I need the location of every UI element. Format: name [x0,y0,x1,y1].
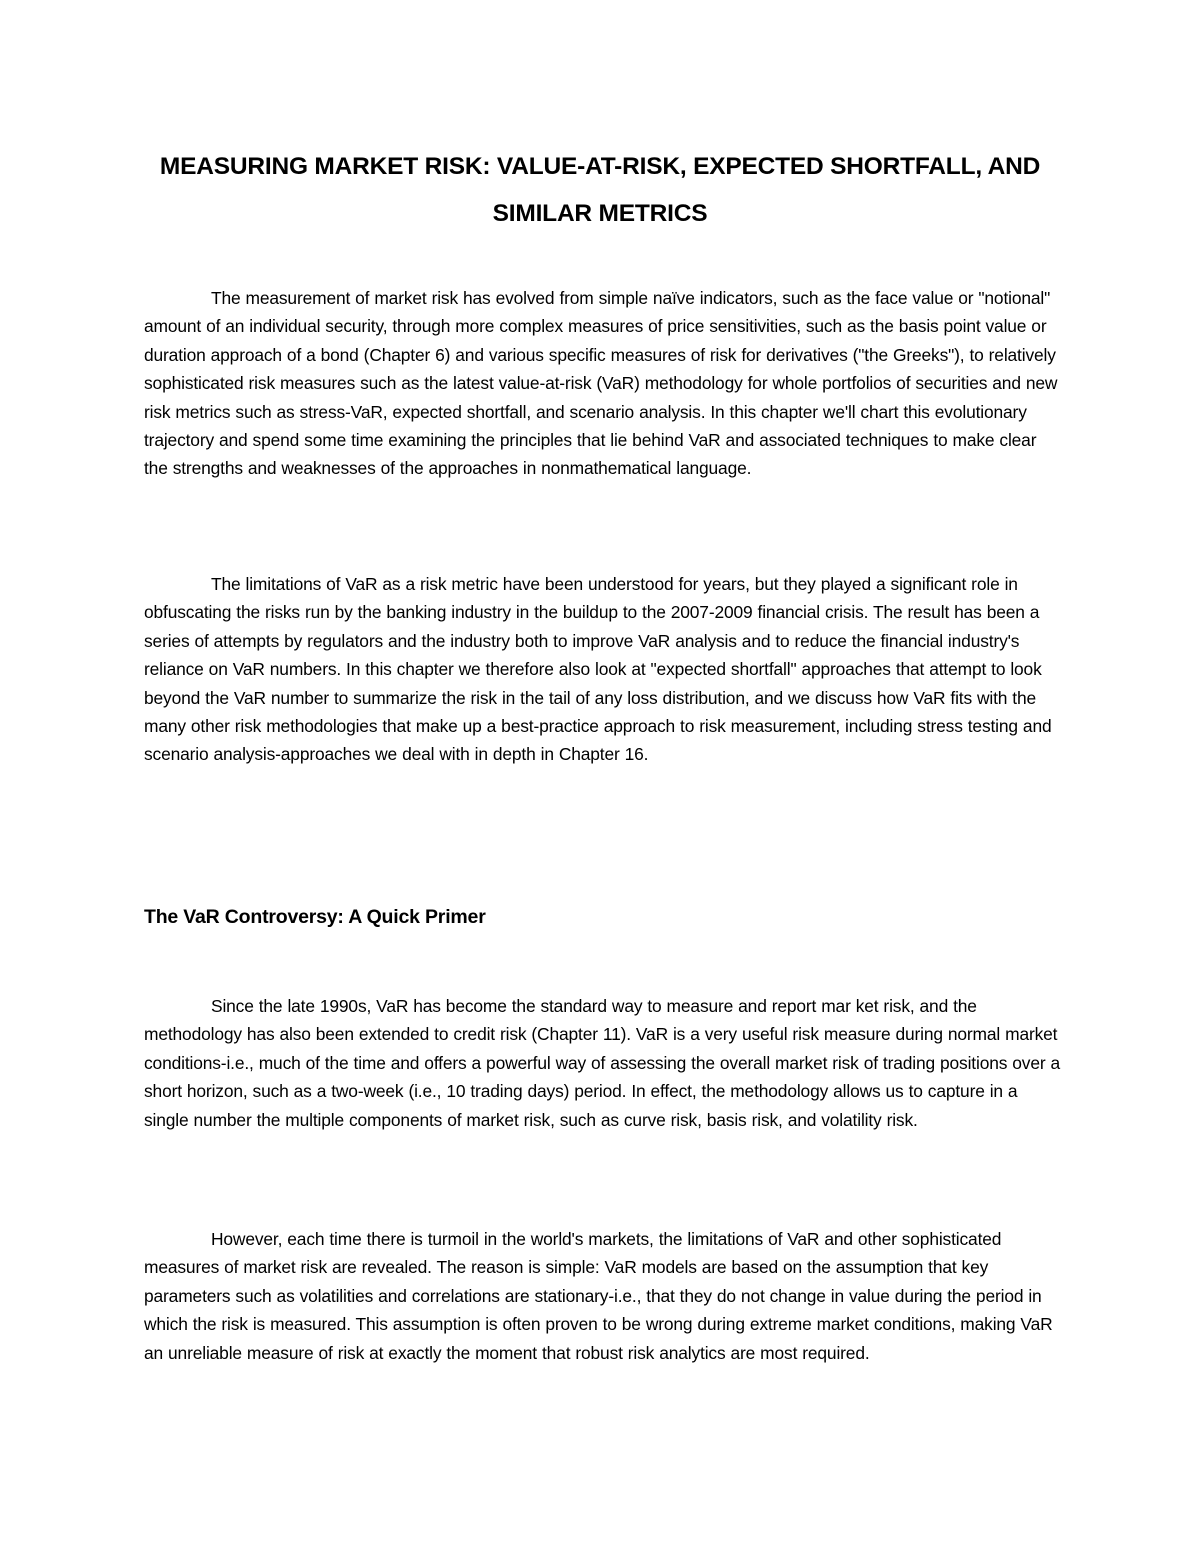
document-title: MEASURING MARKET RISK: VALUE-AT-RISK, EXPECTED SHORTFALL, AND SIMILAR METRICS [159,153,1041,227]
section-heading: The VaR Controversy: A Quick Primer [144,906,486,928]
section-paragraph-2: However, each time there is turmoil in the world's markets, the limitations of VaR and other sophisticated measures of market risk are revealed. The reason is simple: VaR models are based on the assumption that key parameters such as volatilities and correlations are stationary-i.e., that they do not change in value during the period in which the risk is measured. This assumption is often proven to be wrong during extreme market conditions, making VaR an unreliable measure of risk at exactly the moment that robust risk analytics are most required. [144,1229,1053,1363]
intro-paragraph-1: The measurement of market risk has evolved from simple naïve indicators, such as the face value or "notional" amount of an individual security, through more complex measures of price sensitivities, such as the basis point value or duration approach of a bond (Chapter 6) and various specific measures of risk for derivatives ("the Greeks"), to relatively sophisticated risk measures such as the latest value-at-risk (VaR) methodology for whole portfolios of securities and new risk metrics such as stress-VaR, expected shortfall, and scenario analysis. In this chapter we'll chart this evolutionary trajectory and spend some time examining the principles that lie behind VaR and associated techniques to make clear the strengths and weaknesses of the approaches in nonmathematical language. [144,288,1058,479]
intro-paragraph-2: The limitations of VaR as a risk metric have been understood for years, but they played a significant role in obfuscating the risks run by the banking industry in the buildup to the 2007-2009 financial crisis. The result has been a series of attempts by regulators and the industry both to improve VaR analysis and to reduce the financial industry's reliance on VaR numbers. In this chapter we therefore also look at "expected shortfall" approaches that attempt to look beyond the VaR number to summarize the risk in the tail of any loss distribution, and we discuss how VaR fits with the many other risk methodologies that make up a best-practice approach to risk measurement, including stress testing and scenario analysis-approaches we deal with in depth in Chapter 16. [144,574,1052,765]
section-paragraph-1: Since the late 1990s, VaR has become the standard way to measure and report mar ket risk, and the methodology has also been extended to credit risk (Chapter 11). VaR is a very useful risk measure during normal market conditions-i.e., much of the time and offers a powerful way of assessing the overall market risk of trading positions over a short horizon, such as a two-week (i.e., 10 trading days) period. In effect, the methodology allows us to capture in a single number the multiple components of market risk, such as curve risk, basis risk, and volatility risk. [144,996,1060,1130]
